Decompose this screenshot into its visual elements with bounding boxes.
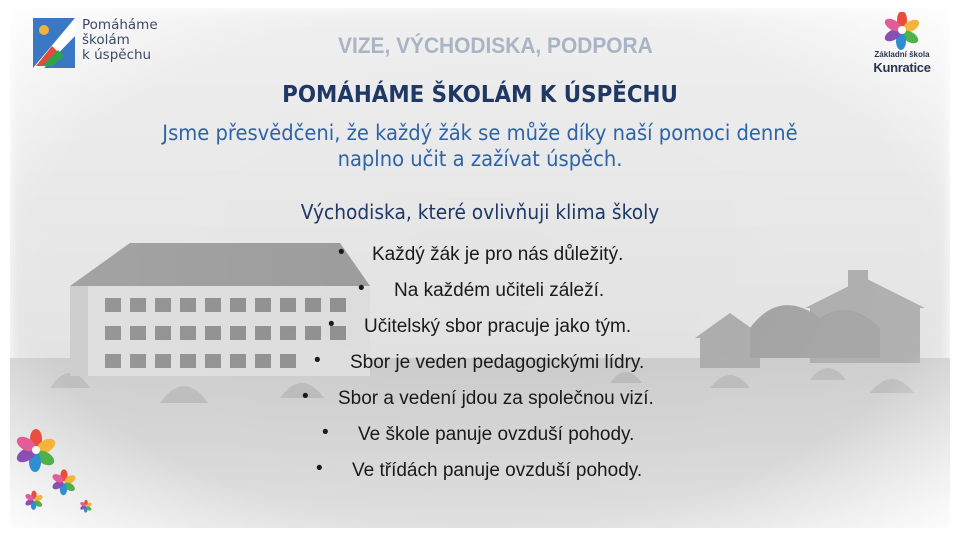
- logo-right-line2: Kunratice: [873, 60, 931, 75]
- list-item-text: Sbor je veden pedagogickými lídry.: [350, 352, 645, 373]
- bullet-dot-icon: •: [314, 350, 321, 371]
- logo-left-text: [82, 18, 158, 63]
- logo-left-line: školám: [82, 32, 130, 48]
- logo-left-line: Pomáháme: [82, 17, 158, 33]
- list-item-text: Každý žák je pro nás důležitý.: [372, 244, 624, 265]
- logo-right-line1: Základní škola: [874, 50, 930, 59]
- tagline: [34, 120, 927, 172]
- bullet-dot-icon: •: [328, 314, 335, 335]
- bullet-dot-icon: •: [316, 458, 323, 479]
- list-item-text: Na každém učiteli záleží.: [394, 280, 605, 301]
- school-flower-logo-icon: [866, 12, 938, 52]
- tagline-line2: naplno učit a zažívat úspěch.: [337, 147, 623, 171]
- slide-title: POMÁHÁME ŠKOLÁM K ÚSPĚCHU: [282, 82, 678, 108]
- bullet-dot-icon: •: [358, 278, 365, 299]
- bullet-dot-icon: •: [338, 242, 345, 263]
- list-item-text: Učitelský sbor pracuje jako tým.: [364, 316, 632, 337]
- slide-heading: VIZE, VÝCHODISKA, PODPORA: [338, 33, 653, 58]
- bullet-dot-icon: •: [302, 386, 309, 407]
- list-item-text: Ve škole panuje ovzduší pohody.: [358, 424, 635, 445]
- list-item-text: Sbor a vedení jdou za společnou vizí.: [338, 388, 654, 409]
- logo-right: [866, 12, 938, 80]
- logo-left-line: k úspěchu: [82, 47, 152, 63]
- section-subtitle: Východiska, které ovlivňuji klima školy: [300, 200, 660, 224]
- list-item-text: Ve třídách panuje ovzduší pohody.: [352, 460, 643, 481]
- bullet-dot-icon: •: [322, 422, 329, 443]
- decorative-flowers-icon: [10, 420, 130, 520]
- tagline-line1: Jsme přesvědčeni, že každý žák se může díky naší pomoci denně: [162, 121, 798, 145]
